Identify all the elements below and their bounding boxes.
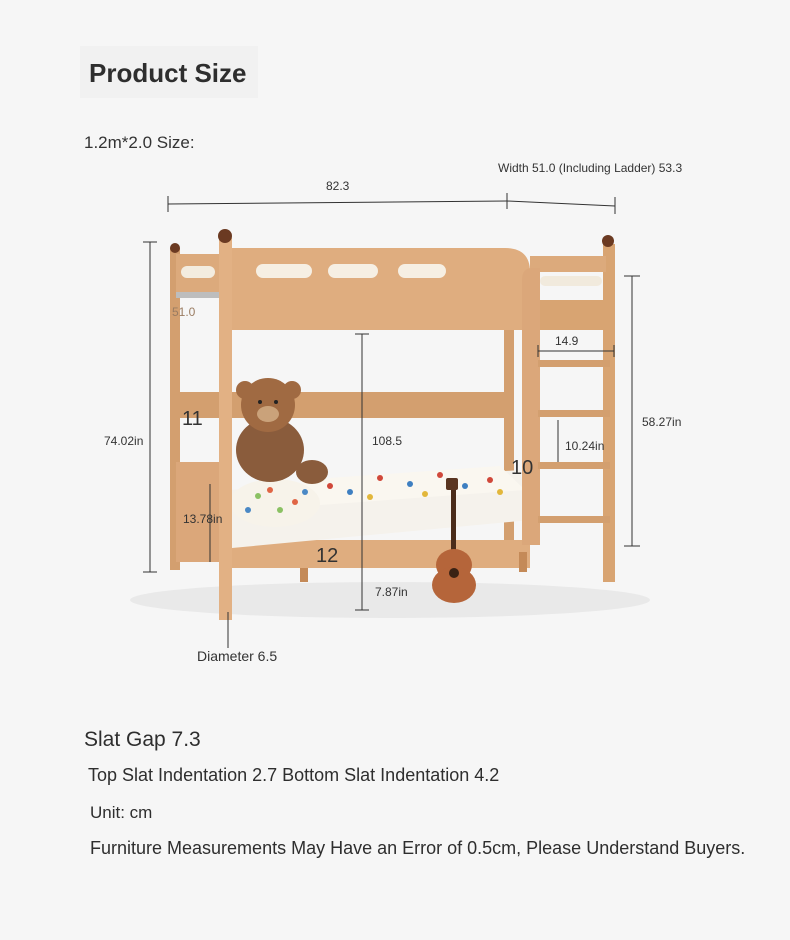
- ladder-height-label: 58.27in: [642, 415, 682, 429]
- unit-note: Unit: cm: [90, 803, 153, 822]
- height-total-label: 74.02in: [104, 434, 144, 448]
- page-title: Product Size: [89, 58, 247, 88]
- indentation-note: Top Slat Indentation 2.7 Bottom Slat Indentation 4.2: [88, 765, 500, 785]
- rung-step-label: 10: [511, 457, 534, 479]
- bottom-rail-label: 13.78in: [183, 512, 223, 526]
- post-diameter-label: Diameter 6.5: [197, 648, 278, 664]
- size-label: 1.2m*2.0 Size:: [84, 133, 195, 152]
- side-label: 51.0: [172, 305, 196, 319]
- rung-spacing-label: 10.24in: [565, 439, 605, 453]
- error-note: Furniture Measurements May Have an Error of 0.5cm, Please Understand Buyers.: [90, 838, 746, 858]
- slat-label: 12: [316, 545, 339, 567]
- ladder-width-label: 14.9: [555, 334, 579, 348]
- slat-gap: Slat Gap 7.3: [84, 728, 201, 751]
- rail-label: 11: [182, 408, 203, 430]
- width-label: Width 51.0 (Including Ladder) 53.3: [498, 161, 683, 175]
- mid-height-label: 108.5: [372, 434, 403, 448]
- clearance-label: 7.87in: [375, 585, 408, 599]
- length-label: 82.3: [326, 179, 350, 193]
